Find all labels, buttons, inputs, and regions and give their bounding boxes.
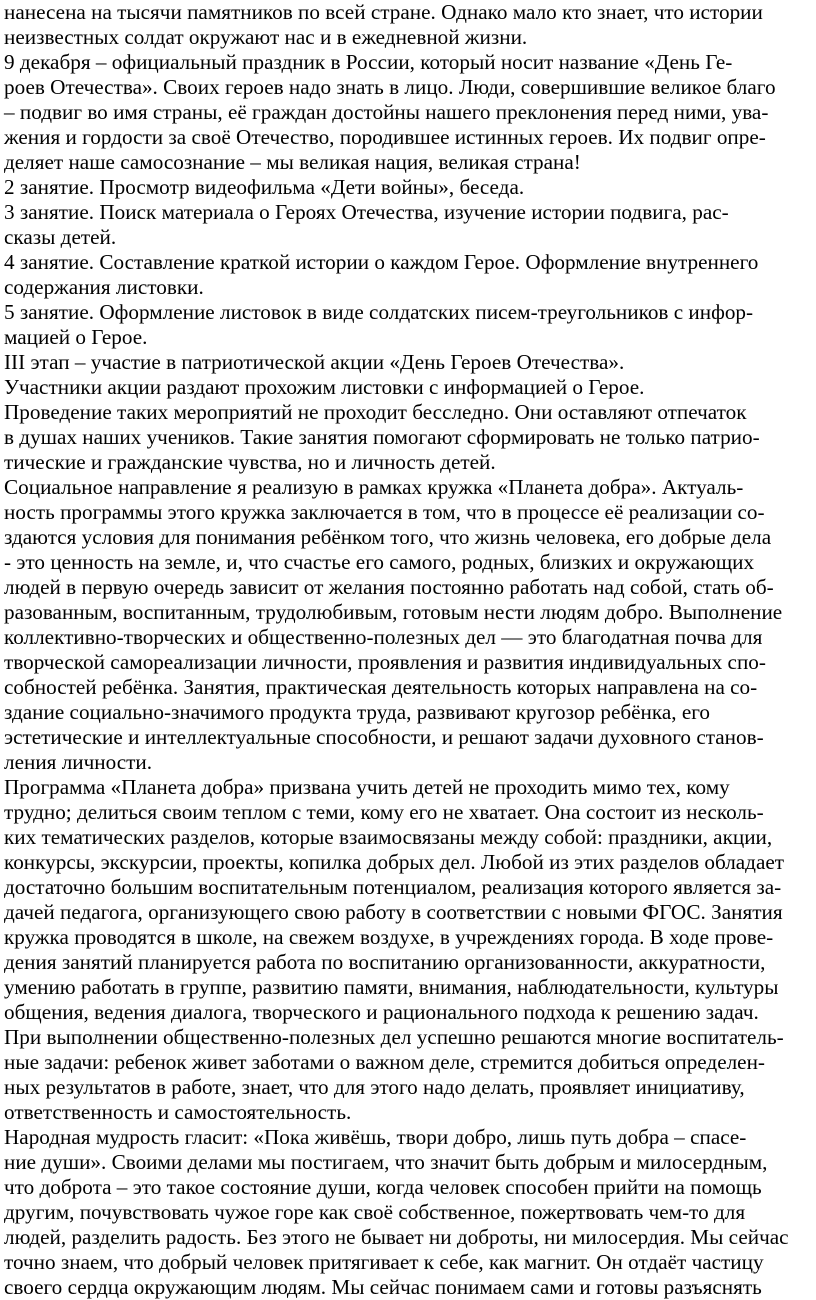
text-line: Участники акции раздают прохожим листовки с информацией о Герое.: [4, 375, 645, 399]
text-line: ные задачи: ребенок живет заботами о важном деле, стремится добиться определен-: [4, 1050, 765, 1074]
text-line: При выполнении общественно-полезных дел успешно решаются многие воспитатель-: [4, 1025, 784, 1049]
text-line: III этап – участие в патриотической акции «День Героев Отечества».: [4, 350, 625, 374]
text-line: ответственность и самостоятельность.: [4, 1100, 352, 1124]
text-line: в душах наших учеников. Такие занятия помогают сформировать не только патрио-: [4, 425, 760, 449]
text-line: конкурсы, экскурсии, проекты, копилка добрых дел. Любой из этих разделов обладает: [4, 850, 785, 874]
text-line: трудно; делиться своим теплом с теми, кому его не хватает. Она состоит из несколь-: [4, 800, 764, 824]
text-line: ных результатов в работе, знает, что для этого надо делать, проявляет инициативу,: [4, 1075, 745, 1099]
text-line: роев Отечества». Своих героев надо знать в лицо. Люди, совершившие великое благо: [4, 75, 776, 99]
text-line: разованным, воспитанным, трудолюбивым, готовым нести людям добро. Выполнение: [4, 600, 783, 624]
text-line: здаются условия для понимания ребёнком того, что жизнь человека, его добрые дела: [4, 525, 772, 549]
text-line: здание социально-значимого продукта труда, развивают кругозор ребёнка, его: [4, 700, 711, 724]
text-line: достаточно большим воспитательным потенциалом, реализация которого является за-: [4, 875, 782, 899]
text-line: ние души». Своими делами мы постигаем, что значит быть добрым и милосердным,: [4, 1150, 768, 1174]
text-line: умению работать в группе, развитию памяти, внимания, наблюдательности, культуры: [4, 975, 779, 999]
text-line: людей в первую очередь зависит от желания постоянно работать над собой, стать об-: [4, 575, 774, 599]
text-line: содержания листовки.: [4, 275, 204, 299]
text-line: сказы детей.: [4, 225, 117, 249]
text-line: Социальное направление я реализую в рамках кружка «Планета добра». Актуаль-: [4, 475, 744, 499]
text-line: ность программы этого кружка заключается в том, что в процессе её реализации со-: [4, 500, 765, 524]
text-line: ких тематических разделов, которые взаимосвязаны между собой: праздники, акции,: [4, 825, 773, 849]
text-line: кружка проводятся в школе, на свежем воздухе, в учреждениях города. В ходе прове-: [4, 925, 774, 949]
text-line: 9 декабря – официальный праздник в России, который носит название «День Ге-: [4, 50, 733, 74]
text-line: что доброта – это такое состояние души, когда человек способен прийти на помощь: [4, 1175, 762, 1199]
text-line: Проведение таких мероприятий не проходит бесследно. Они оставляют отпечаток: [4, 400, 747, 424]
text-line: Народная мудрость гласит: «Пока живёшь, твори добро, лишь путь добра – спасе-: [4, 1125, 747, 1149]
text-line: мацией о Герое.: [4, 325, 148, 349]
text-line: – подвиг во имя страны, её граждан достойны нашего преклонения перед ними, ува-: [4, 100, 769, 124]
text-line: 5 занятие. Оформление листовок в виде солдатских писем-треугольников с инфор-: [4, 300, 754, 324]
text-line: общения, ведения диалога, творческого и рационального подхода к решению задач.: [4, 1000, 759, 1024]
text-line: другим, почувствовать чужое горе как своё собственное, пожертвовать чем-то для: [4, 1200, 746, 1224]
text-line: - это ценность на земле, и, что счастье его самого, родных, близких и окружающих: [4, 550, 755, 574]
text-line: жения и гордости за своё Отечество, породившее истинных героев. Их подвиг опре-: [4, 125, 766, 149]
text-line: 4 занятие. Составление краткой истории о каждом Герое. Оформление внутреннего: [4, 250, 759, 274]
text-line: людей, разделить радость. Без этого не бывает ни доброты, ни милосердия. Мы сейчас: [4, 1225, 789, 1249]
text-line: ления личности.: [4, 750, 153, 774]
text-line: 2 занятие. Просмотр видеофильма «Дети войны», беседа.: [4, 175, 525, 199]
text-line: нанесена на тысячи памятников по всей стране. Однако мало кто знает, что истории: [4, 0, 763, 24]
text-line: коллективно-творческих и общественно-полезных дел — это благодатная почва для: [4, 625, 763, 649]
text-line: дачей педагога, организующего свою работу в соответствии с новыми ФГОС. Занятия: [4, 900, 783, 924]
text-line: собностей ребёнка. Занятия, практическая деятельность которых направлена на со-: [4, 675, 758, 699]
text-line: дения занятий планируется работа по воспитанию организованности, аккуратности,: [4, 950, 766, 974]
text-line: точно знаем, что добрый человек притягивает к себе, как магнит. Он отдаёт частицу: [4, 1250, 764, 1274]
text-line: Программа «Планета добра» призвана учить детей не проходить мимо тех, кому: [4, 775, 730, 799]
text-line: своего сердца окружающим людям. Мы сейчас понимаем сами и готовы разъяснять: [4, 1275, 762, 1299]
text-line: тические и гражданские чувства, но и личность детей.: [4, 450, 496, 474]
text-line: деляет наше самосознание – мы великая нация, великая страна!: [4, 150, 581, 174]
text-line: 3 занятие. Поиск материала о Героях Отечества, изучение истории подвига, рас-: [4, 200, 729, 224]
text-line: эстетические и интеллектуальные способности, и решают задачи духовного станов-: [4, 725, 764, 749]
document-page: [4, 0, 812, 1300]
text-line: творческой самореализации личности, проявления и развития индивидуальных спо-: [4, 650, 766, 674]
text-line: неизвестных солдат окружают нас и в ежедневной жизни.: [4, 25, 528, 49]
